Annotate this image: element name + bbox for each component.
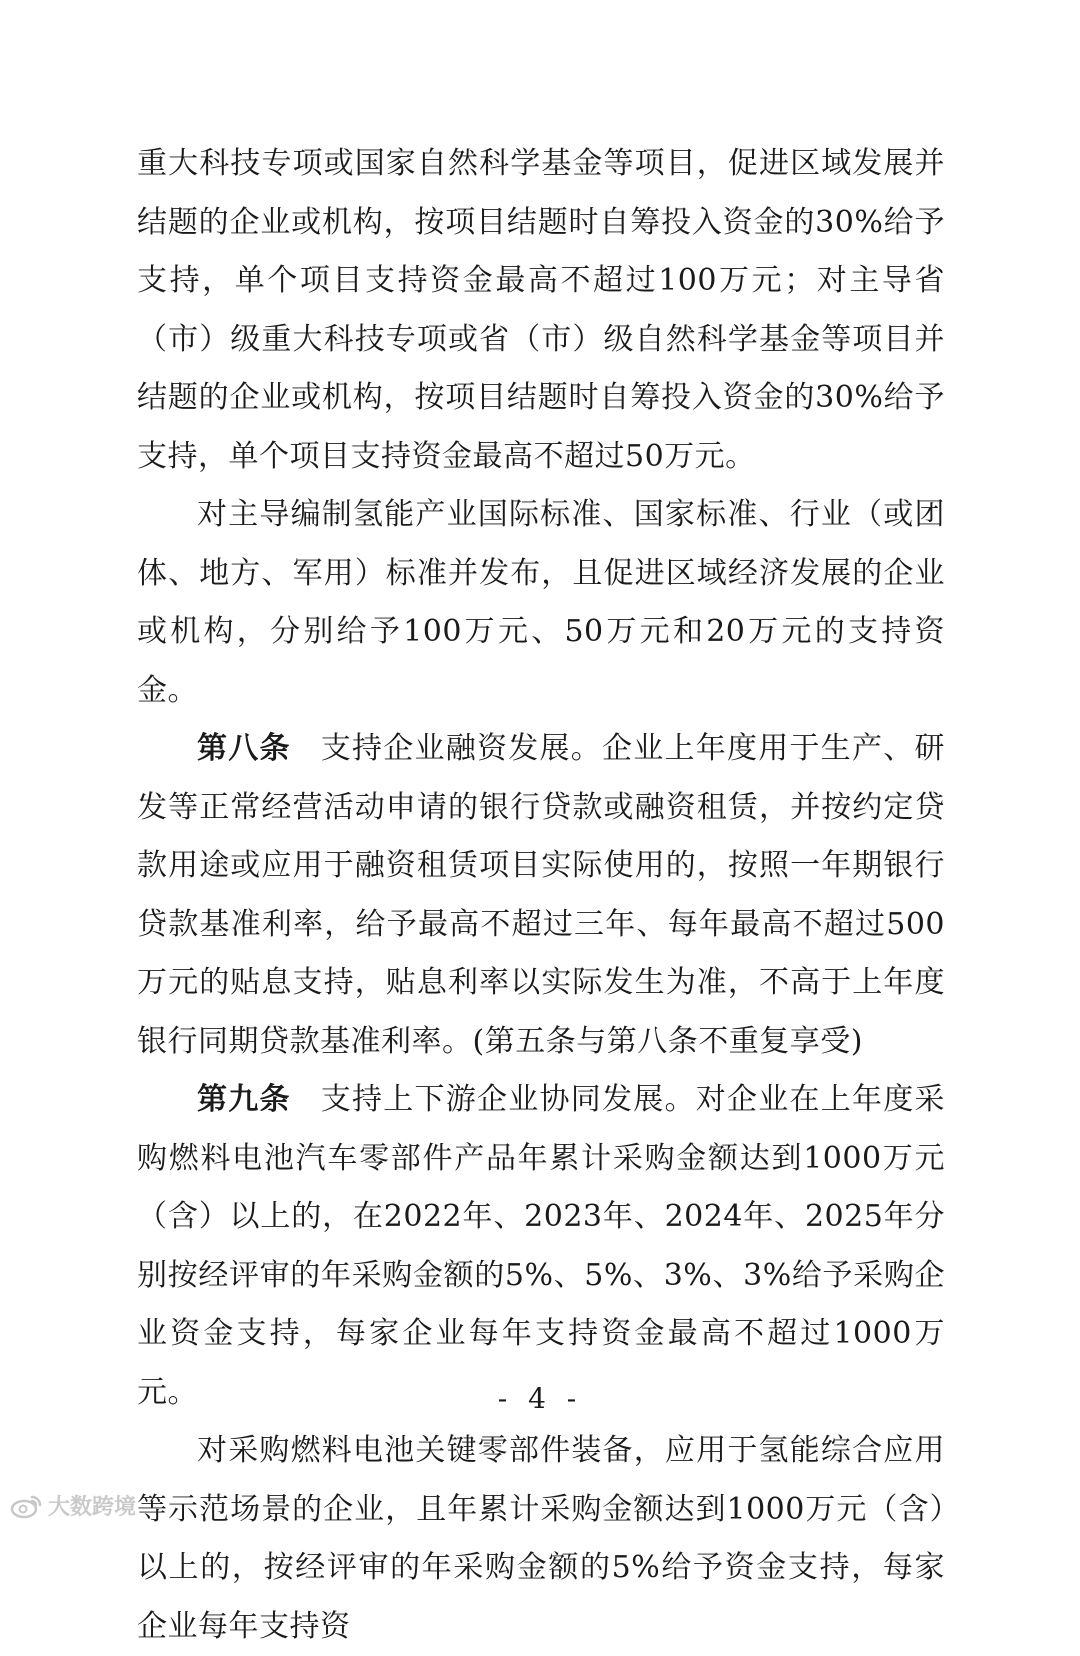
watermark-text: 大数跨境 — [48, 1495, 137, 1520]
document-body — [137, 135, 945, 1656]
paragraph-text: 对主导编制氢能产业国际标准、国家标准、行业（或团体、地方、军用）标准并发布，且促进区域经济发展的企业或机构，分别给予100万元、50万元和20万元的支持资金。 — [137, 497, 945, 708]
watermark — [10, 1490, 136, 1521]
paragraph-text: 重大科技专项或国家自然科学基金等项目，促进区域发展并结题的企业或机构，按项目结题时自筹投入资金的30%给予支持，单个项目支持资金最高不超过100万元；对主导省（市）级重大科技专项或省（市）级自然科学基金等项目并结题的企业或机构，按项目结题时自筹投入资金的30%给予支持，单个项目支持资金最高不超过50万元。 — [137, 146, 945, 474]
paragraph-text: 对采购燃料电池关键零部件装备，应用于氢能综合应用等示范场景的企业，且年累计采购金额达到1000万元（含）以上的，按经评审的年采购金额的5%给予资金支持，每家企业每年支持资 — [137, 1433, 945, 1644]
paragraph-continued — [137, 135, 945, 486]
weibo-logo-icon — [10, 1493, 44, 1519]
paragraph-text: 支持上下游企业协同发展。对企业在上年度采购燃料电池汽车零部件产品年累计采购金额达到1000万元（含）以上的，在2022年、2023年、2024年、2025年分别按经评审的年采购金额的5%、5%、3%、3%给予采购企业资金支持，每家企业每年支持资金最高不超过1000万元。 — [137, 1082, 945, 1410]
article-9 — [137, 1071, 945, 1422]
article-heading: 第九条 — [197, 1082, 291, 1117]
paragraph-text: 支持企业融资发展。企业上年度用于生产、研发等正常经营活动申请的银行贷款或融资租赁，并按约定贷款用途或应用于融资租赁项目实际使用的，按照一年期银行贷款基准利率，给予最高不超过三年、每年最高不超过500万元的贴息支持，贴息利率以实际发生为准，不高于上年度银行同期贷款基准利率。(第五条与第八条不重复享受) — [137, 731, 945, 1059]
article-heading: 第八条 — [197, 731, 291, 766]
paragraph-standards-support — [137, 486, 945, 720]
page-number: - 4 - — [497, 1382, 583, 1415]
article-8 — [137, 720, 945, 1071]
paragraph-procurement-support — [137, 1422, 945, 1656]
